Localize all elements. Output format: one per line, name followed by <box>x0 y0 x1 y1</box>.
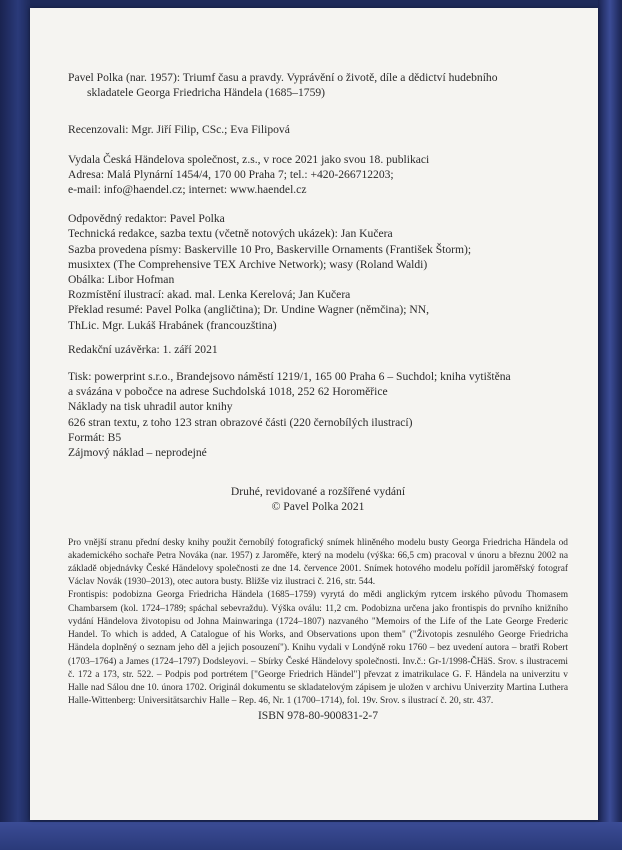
credits-line: Sazba provedena písmy: Baskerville 10 Pro, Baskerville Ornaments (František Štorm); <box>68 242 472 256</box>
credits-line: Odpovědný redaktor: Pavel Polka <box>68 212 225 226</box>
edition-block <box>68 484 568 514</box>
frontispiece-note: Frontispis: podobizna Georga Friedricha Händela (1685–1759) vyrytá do mědi anglickým rytcem irského původu Thomasem Chambarsem (kol. 1724–1789; spáchal sebevraždu). Výška oválu: 11,2 cm. Podobizna určena jako frontispis do prvního knižního vydání Händelova životopisu od Johna Mainwaringa (1724–1807) nazvaného "Memoirs of the Life of the Late George Frederic Handel. To which is added, A Catalogue of his Works, and Observations upon them" ("Životopis zesnulého George Friedricha Händela doplněný o seznam jeho děl a jejich posouzení"). Knihu vydali v Londýně roku 1760 – bez uvedení autora – bratři Robert (1703–1764) a James (1724–1797) Dodsleyovi. – Sbírky České Händelovy společnosti. Inv.č.: Gr-1/1998-ČHäS. Srov. s ilustracemi č. 172 a 173, str. 522. – Podpis pod portrétem ["George Friedrich Händel"] převzat z imatrikulace G. F. Händela na univerzitu v Halle nad Sálou dne 10. února 1702. Originál dokumentu se skladatelovým zápisem je uložen v archivu Univerzity Martina Luthera Halle-Wittenberg: Universitätsarchiv Halle – Rep. 46, Nr. 1 (1700–1714), fol. 19v. Srov. s ilustrací č. 20, str. 437. <box>68 590 568 707</box>
print-info-line: 626 stran textu, z toho 123 stran obrazové části (220 černobílých ilustrací) <box>68 415 413 429</box>
edition-line: Druhé, revidované a rozšířené vydání <box>230 485 406 499</box>
reviewers: Recenzovali: Mgr. Jiří Filip, CSc.; Eva Filipová <box>68 123 290 137</box>
colophon-page <box>30 8 598 820</box>
title-line: Pavel Polka (nar. 1957): Triumf času a pravdy. Vyprávění o životě, díle a dědictví hudebního <box>68 71 498 84</box>
title-block <box>68 70 568 100</box>
publisher-line: e-mail: info@haendel.cz; internet: www.haendel.cz <box>68 183 307 197</box>
print-info-line: Formát: B5 <box>68 430 122 444</box>
credits-block <box>68 211 568 333</box>
book-cover-right-edge <box>598 0 622 850</box>
editorial-deadline: Redakční uzávěrka: 1. září 2021 <box>68 342 218 356</box>
notes-block <box>68 537 568 709</box>
credits-line: Překlad resumé: Pavel Polka (angličtina); Dr. Undine Wagner (němčina); NN, <box>68 303 430 317</box>
publisher-line: Vydala Česká Händelova společnost, z.s., v roce 2021 jako svou 18. publikaci <box>68 152 430 166</box>
credits-line: musixtex (The Comprehensive TEX Archive Network); wasy (Roland Waldi) <box>68 257 428 271</box>
isbn: ISBN 978-80-900831-2-7 <box>257 709 379 723</box>
credits-line: Technická redakce, sazba textu (včetně notových ukázek): Jan Kučera <box>68 227 393 241</box>
credits-line: Rozmístění ilustrací: akad. mal. Lenka Kerelová; Jan Kučera <box>68 288 351 302</box>
book-cover-bottom-edge <box>0 822 622 850</box>
print-info-line: a svázána v pobočce na adrese Suchdolská 1018, 252 62 Horoměřice <box>68 385 388 399</box>
colophon-content <box>68 70 568 724</box>
credits-line: ThLic. Mgr. Lukáš Hrabánek (francouzština) <box>68 318 277 332</box>
print-info-block <box>68 369 568 460</box>
publisher-block <box>68 152 568 198</box>
print-info-line: Zájmový náklad – neprodejné <box>68 446 207 460</box>
credits-line: Obálka: Libor Hofman <box>68 273 175 287</box>
print-info-line: Tisk: powerprint s.r.o., Brandejsovo náměstí 1219/1, 165 00 Praha 6 – Suchdol; kniha vytištěna <box>68 370 511 384</box>
copyright-line: © Pavel Polka 2021 <box>271 500 365 514</box>
print-info-line: Náklady na tisk uhradil autor knihy <box>68 400 233 414</box>
book-cover-left-edge <box>0 0 30 850</box>
title-line: skladatele Georga Friedricha Händela (1685–1759) <box>87 86 326 100</box>
cover-note: Pro vnější stranu přední desky knihy použit černobílý fotografický snímek hliněného modelu busty Georga Friedricha Händela od akademického sochaře Petra Nováka (nar. 1957) z Jaroměře, který na modelu (výška: 66,5 cm) pracoval v únoru a březnu 2002 na základě objednávky České Händelovy společnosti ze dne 14. července 2001. Snímek hotového modelu pořídil jaroměřský fotograf Václav Novák (1930–2013), otec autora busty. Bližše viz ilustraci č. 216, str. 544. <box>68 537 568 588</box>
publisher-line: Adresa: Malá Plynární 1454/4, 170 00 Praha 7; tel.: +420-266712203; <box>68 167 394 181</box>
